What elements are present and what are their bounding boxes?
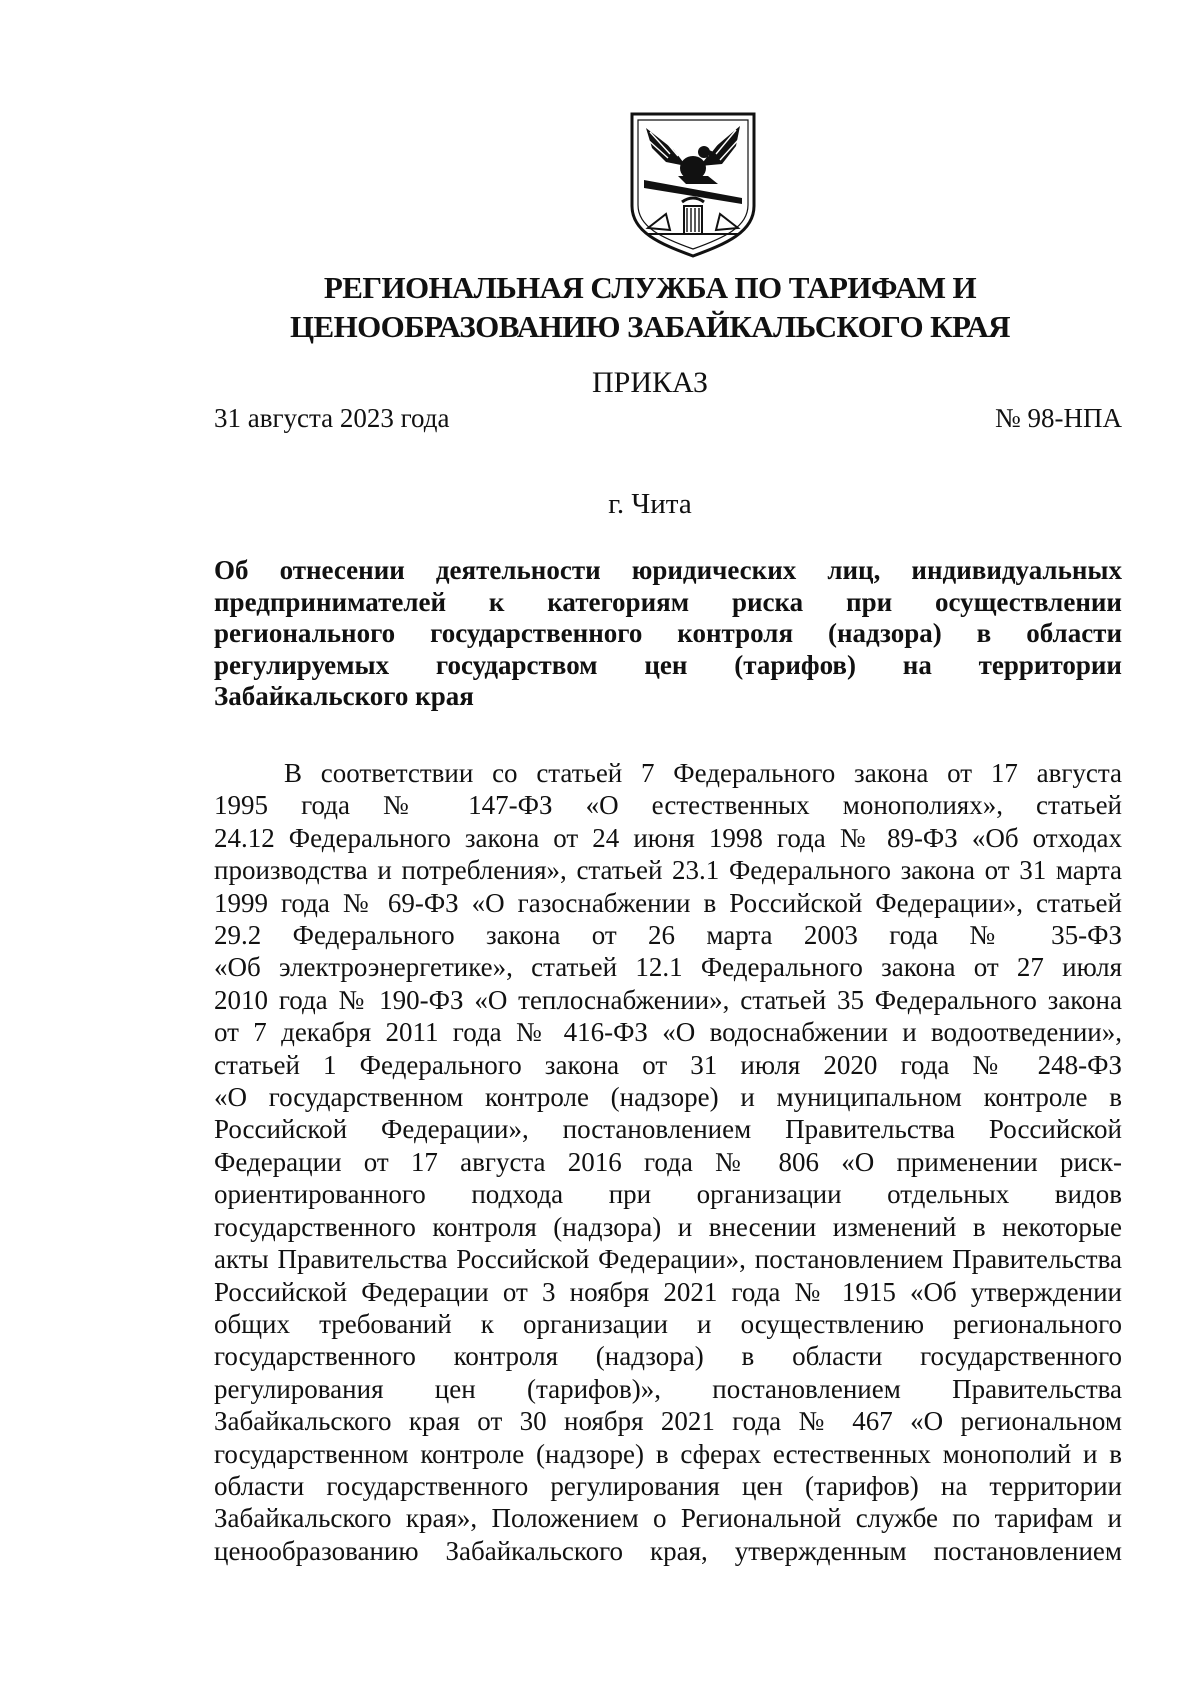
body-line: государственном контроле (надзоре) в сферах естественных монополий и в [214, 1438, 1122, 1469]
body-line: Забайкальского края от 30 ноября 2021 года № 467 «О региональном [214, 1406, 1122, 1437]
body-line: ориентированного подхода при организации отдельных видов [214, 1179, 1122, 1210]
document-date: 31 августа 2023 года [214, 403, 450, 433]
document-type: ПРИКАЗ [592, 366, 708, 399]
body-line: производства и потребления», статьей 23.1 Федерального закона от 31 марта [214, 855, 1122, 886]
body-line: области государственного регулирования цен (тарифов) на территории [214, 1470, 1122, 1501]
body-line: 29.2 Федерального закона от 26 марта 2003 года № 35-ФЗ [214, 920, 1122, 951]
body-line: 24.12 Федерального закона от 24 июня 1998 года № 89-ФЗ «Об отходах [214, 822, 1122, 853]
body-line: 2010 года № 190-ФЗ «О теплоснабжении», статьей 35 Федерального закона [214, 984, 1122, 1015]
title-line: предпринимателей к категориям риска при осуществлении [214, 586, 1122, 617]
coat-of-arms-icon [626, 110, 760, 260]
body-line: от 7 декабря 2011 года № 416-ФЗ «О водоснабжении и водоотведении», [214, 1017, 1122, 1048]
body-line: общих требований к организации и осуществлению регионального [214, 1308, 1122, 1339]
body-line: статьей 1 Федерального закона от 31 июля 2020 года № 248-ФЗ [214, 1049, 1122, 1080]
body-line: Федерации от 17 августа 2016 года № 806 «О применении риск- [214, 1146, 1122, 1177]
body-line: «Об электроэнергетике», статьей 12.1 Федерального закона от 27 июля [214, 952, 1122, 983]
document-city: г. Чита [608, 488, 692, 520]
title-line: регулируемых государством цен (тарифов) на территории [214, 649, 1122, 680]
organization-name-line2: ЦЕНООБРАЗОВАНИЮ ЗАБАЙКАЛЬСКОГО КРАЯ [290, 309, 1010, 344]
body-line: ценообразованию Забайкальского края, утвержденным постановлением [214, 1535, 1122, 1566]
body-line: 1999 года № 69-ФЗ «О газоснабжении в Российской Федерации», статьей [214, 887, 1122, 918]
body-line: Российской Федерации от 3 ноября 2021 года № 1915 «Об утверждении [214, 1276, 1122, 1307]
body-line: государственного контроля (надзора) и внесении изменений в некоторые [214, 1211, 1122, 1242]
body-line: «О государственном контроле (надзоре) и муниципальном контроле в [214, 1082, 1122, 1113]
document-body [214, 757, 1122, 1567]
title-line: регионального государственного контроля (надзора) в области [214, 618, 1122, 648]
body-line: Российской Федерации», постановлением Правительства Российской [214, 1114, 1122, 1145]
title-line: Забайкальского края [214, 681, 474, 711]
body-line: 1995 года № 147-ФЗ «О естественных монополиях», статьей [214, 790, 1122, 821]
body-line: регулирования цен (тарифов)», постановлением Правительства [214, 1373, 1122, 1404]
document-number: № 98-НПА [995, 403, 1122, 433]
body-line: государственного контроля (надзора) в области государственного [214, 1341, 1122, 1372]
body-line: В соответствии со статьей 7 Федерального закона от 17 августа [284, 758, 1122, 788]
title-line: Об отнесении деятельности юридических лиц, индивидуальных [214, 555, 1122, 585]
organization-name-line1: РЕГИОНАЛЬНАЯ СЛУЖБА ПО ТАРИФАМ И [323, 270, 977, 305]
body-line: акты Правительства Российской Федерации», постановлением Правительства [214, 1244, 1122, 1275]
document-title [214, 555, 1122, 713]
body-line: Забайкальского края», Положением о Региональной службе по тарифам и [214, 1503, 1122, 1534]
